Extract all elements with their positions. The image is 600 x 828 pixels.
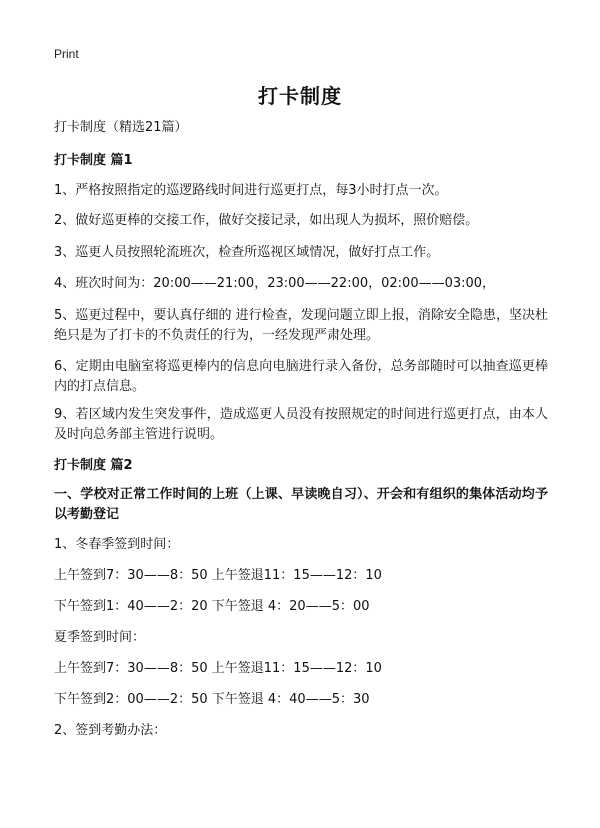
section1-item-3: 3、巡更人员按照轮流班次，检查所巡视区域情况，做好打点工作。 (54, 245, 440, 260)
section1-item-1: 1、严格按照指定的巡逻路线时间进行巡更打点，每3小时打点一次。 (54, 183, 448, 198)
section1-item-9: 9、若区域内发生突发事件，造成巡更人员没有按照规定的时间进行巡更打点，由本人及时向总务部主管进行说明。 (54, 407, 548, 442)
section2-item-method-label: 2、签到考勤办法： (54, 723, 167, 738)
section2-item-summer-afternoon: 下午签到2：00——2：50 下午签退 4：40——5：30 (54, 692, 370, 707)
section1-item-6: 6、定期由电脑室将巡更棒内的信息向电脑进行录入备份，总务部随时可以抽查巡更棒内的打点信息。 (54, 359, 548, 394)
section2-item-summer-morning: 上午签到7：30——8：50 上午签退11：15——12：10 (54, 661, 382, 676)
section2-item-winter-afternoon: 下午签到1：40——2：20 下午签退 4：20——5：00 (54, 599, 370, 614)
section1-item-5: 5、巡更过程中，要认真仔细的 进行检查，发现问题立即上报，消除安全隐患，坚决杜绝只是为了打卡的不负责任的行为，一经发现严肃处理。 (54, 308, 548, 343)
document-title: 打卡制度 (258, 84, 342, 108)
section1-item-4: 4、班次时间为：20:00——21:00，23:00——22:00，02:00——03:00， (54, 276, 496, 291)
section1-item-2: 2、做好巡更棒的交接工作，做好交接记录，如出现人为损坏，照价赔偿。 (54, 213, 479, 228)
section2-item-winter-label: 1、冬春季签到时间： (54, 537, 180, 552)
section2-heading: 打卡制度 篇2 (54, 458, 133, 473)
section2-item-winter-morning: 上午签到7：30——8：50 上午签退11：15——12：10 (54, 568, 382, 583)
section2-subheading: 一、学校对正常工作时间的上班（上课、早读晚自习）、开会和有组织的集体活动均予以考勤登记 (54, 487, 548, 522)
section1-heading: 打卡制度 篇1 (54, 153, 133, 168)
document-subtitle: 打卡制度（精选21篇） (54, 120, 188, 135)
print-label: Print (54, 47, 79, 61)
section2-item-summer-label: 夏季签到时间： (54, 630, 146, 645)
